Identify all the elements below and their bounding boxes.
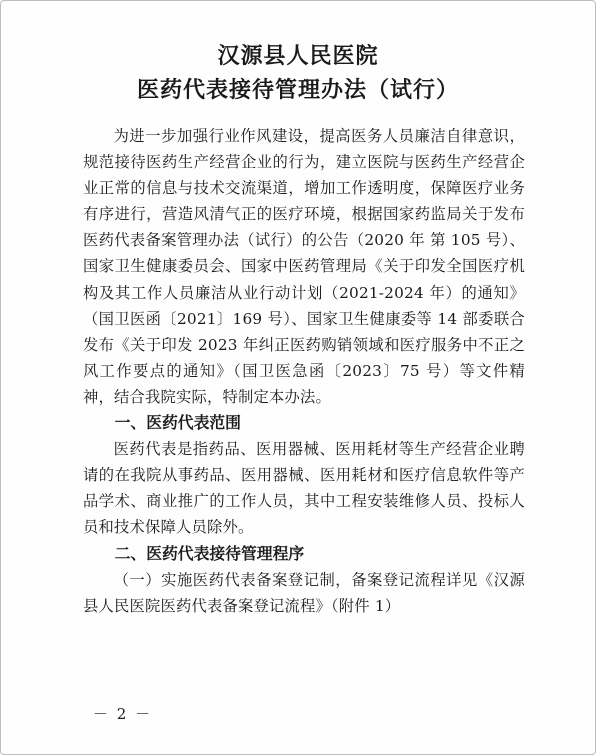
- document-body: [83, 123, 525, 619]
- section-2-item-1: （一）实施医药代表备案登记制，备案登记流程详见《汉源县人民医院医药代表备案登记流程》（附件 1）: [83, 570, 525, 615]
- section-1-paragraph: 医药代表是指药品、医用器械、医用耗材等生产经营企业聘请的在我院从事药品、医用器械、医用耗材和医疗信息软件等产品学术、商业推广的工作人员，其中工程安装维修人员、投标人员和技术保障人员除外。: [83, 440, 525, 537]
- document-title: [1, 39, 595, 107]
- title-line-hospital: 汉源县人民医院: [217, 43, 379, 69]
- section-2-heading: 二、医药代表接待管理程序: [114, 543, 305, 563]
- title-line-policy: 医药代表接待管理办法（试行）: [136, 77, 459, 103]
- page-number: － 2 －: [93, 705, 153, 723]
- intro-paragraph: 为进一步加强行业作风建设，提高医务人员廉洁自律意识，规范接待医药生产经营企业的行为，建立医院与医药生产经营企业正常的信息与技术交流渠道，增加工作透明度，保障医疗业务有序进行，营造风清气正的医疗环境，根据国家药监局关于发布医药代表备案管理办法（试行）的公告（2020 年 第 105 号）、国家卫生健康委员会、国家中医药管理局《关于印发全国医疗机构及其工作人员廉洁从业行动计划（2021-2024 年）的通知》（国卫医函〔2021〕169 号）、国家卫生健康委等 14 部委联合发布《关于印发 2023 年纠正医药购销领域和医疗服务中不正之风工作要点的通知》（国卫医急函〔2023〕75 号）等文件精神，结合我院实际，特制定本办法。: [83, 127, 525, 406]
- section-1-heading: 一、医药代表范围: [114, 413, 241, 433]
